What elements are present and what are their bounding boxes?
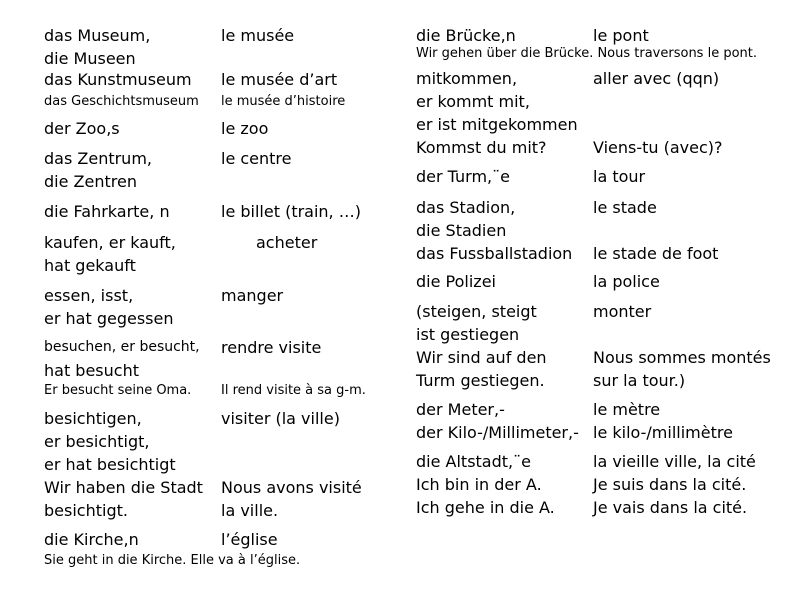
german-term: hat gekauft: [44, 256, 136, 275]
vocab-entry: [44, 68, 404, 91]
french-translation: l’église: [221, 530, 278, 549]
vocab-entry: [44, 336, 404, 382]
german-term: er besichtigt,: [44, 432, 150, 451]
german-term: die Altstadt,¨e: [416, 452, 531, 471]
french-translation: visiter (la ville): [221, 409, 340, 428]
vocab-entry: [44, 200, 404, 223]
german-term: essen, isst,: [44, 286, 134, 305]
german-term: der Turm,¨e: [416, 167, 510, 186]
french-translation: Nous sommes montés: [593, 348, 771, 367]
german-term: Wir haben die Stadt: [44, 478, 203, 497]
german-term: das Zentrum,: [44, 149, 152, 168]
vocab-line: [44, 231, 404, 254]
german-term: Wir gehen über die Brücke. Nous traversons le pont.: [416, 46, 758, 61]
french-translation: le pont: [593, 26, 649, 45]
german-term: Ich bin in der A.: [416, 475, 542, 494]
french-translation: sur la tour.): [593, 371, 686, 390]
vocab-line: [416, 369, 776, 392]
vocab-entry: [44, 407, 404, 522]
vocab-entry: [416, 196, 776, 265]
vocab-line: [44, 147, 404, 170]
french-translation: le musée: [221, 26, 295, 45]
french-translation: la tour: [593, 167, 646, 186]
vocab-line: [44, 453, 404, 476]
german-term: das Stadion,: [416, 198, 516, 217]
german-term: er kommt mit,: [416, 92, 530, 111]
german-term: (steigen, steigt: [416, 302, 537, 321]
german-term: hat besucht: [44, 361, 139, 380]
french-translation: le mètre: [593, 400, 661, 419]
french-translation: rendre visite: [221, 338, 322, 357]
vocab-entry: [44, 528, 404, 551]
vocab-entry: [416, 165, 776, 188]
german-term: Kommst du mit?: [416, 138, 547, 157]
german-term: das Museum,: [44, 26, 151, 45]
german-term: er ist mitgekommen: [416, 115, 578, 134]
german-term: Sie geht in die Kirche. Elle va à l’église.: [44, 553, 301, 568]
german-term: das Fussballstadion: [416, 244, 573, 263]
vocab-entry: [44, 147, 404, 193]
french-translation: le billet (train, …): [221, 202, 361, 221]
french-translation: le kilo-/millimètre: [593, 423, 733, 442]
vocab-line: [44, 117, 404, 140]
french-translation: acheter: [256, 233, 318, 252]
french-translation: manger: [221, 286, 284, 305]
vocab-entry: [44, 551, 404, 570]
french-translation: Il rend visite à sa g-m.: [221, 383, 366, 398]
vocab-line: [416, 196, 776, 219]
french-translation: monter: [593, 302, 652, 321]
vocab-line: [44, 381, 404, 400]
vocab-line: [416, 136, 776, 159]
french-translation: le stade: [593, 198, 657, 217]
vocab-line: [44, 359, 404, 382]
german-term: besichtigt.: [44, 501, 128, 520]
vocab-line: [416, 496, 776, 519]
german-term: Ich gehe in die A.: [416, 498, 555, 517]
french-translation: la police: [593, 272, 660, 291]
vocab-entry: [44, 24, 404, 70]
vocab-entry: [416, 398, 776, 444]
vocab-line: [416, 165, 776, 188]
vocab-line: [44, 24, 404, 47]
vocab-line: [416, 323, 776, 346]
german-term: das Geschichtsmuseum: [44, 94, 199, 109]
vocab-line: [416, 44, 776, 63]
vocab-line: [416, 421, 776, 444]
german-term: mitkommen,: [416, 69, 518, 88]
german-term: die Brücke,n: [416, 26, 516, 45]
german-term: ist gestiegen: [416, 325, 520, 344]
vocab-line: [44, 499, 404, 522]
vocab-entry: [416, 300, 776, 392]
vocab-line: [416, 242, 776, 265]
german-term: Wir sind auf den: [416, 348, 547, 367]
vocab-line: [44, 551, 404, 570]
vocab-line: [44, 430, 404, 453]
vocab-line: [44, 92, 404, 111]
german-term: die Kirche,n: [44, 530, 139, 549]
french-translation: le musée d’art: [221, 70, 338, 89]
french-translation: la ville.: [221, 501, 279, 520]
vocab-line: [44, 170, 404, 193]
french-translation: Je suis dans la cité.: [593, 475, 747, 494]
german-term: besuchen, er besucht,: [44, 339, 200, 355]
german-term: die Stadien: [416, 221, 507, 240]
german-term: er hat gegessen: [44, 309, 174, 328]
german-term: die Polizei: [416, 272, 496, 291]
french-translation: la vieille ville, la cité: [593, 452, 756, 471]
french-translation: Nous avons visité: [221, 478, 362, 497]
german-term: das Kunstmuseum: [44, 70, 192, 89]
vocab-line: [44, 307, 404, 330]
french-translation: Viens-tu (avec)?: [593, 138, 723, 157]
french-translation: le centre: [221, 149, 292, 168]
vocab-line: [44, 254, 404, 277]
german-term: die Fahrkarte, n: [44, 202, 170, 221]
german-term: der Kilo-/Millimeter,-: [416, 423, 579, 442]
french-translation: aller avec (qqn): [593, 69, 720, 88]
french-translation: Je vais dans la cité.: [593, 498, 748, 517]
vocab-line: [416, 398, 776, 421]
vocab-line: [44, 476, 404, 499]
vocab-entry: [416, 67, 776, 159]
vocab-line: [44, 528, 404, 551]
vocab-line: [44, 200, 404, 223]
french-translation: le musée d’histoire: [221, 94, 346, 109]
vocab-line: [416, 67, 776, 90]
vocab-line: [44, 284, 404, 307]
vocab-entry: [416, 270, 776, 293]
french-translation: le stade de foot: [593, 244, 719, 263]
german-term: Er besucht seine Oma.: [44, 383, 192, 398]
vocab-line: [416, 270, 776, 293]
vocab-line: [416, 90, 776, 113]
vocab-line: [416, 450, 776, 473]
vocab-entry: [416, 450, 776, 519]
german-term: die Zentren: [44, 172, 137, 191]
vocab-entry: [44, 284, 404, 330]
vocab-line: [416, 473, 776, 496]
vocab-entry: [416, 44, 776, 63]
german-term: der Meter,-: [416, 400, 505, 419]
german-term: kaufen, er kauft,: [44, 233, 176, 252]
french-translation: le zoo: [221, 119, 269, 138]
german-term: er hat besichtigt: [44, 455, 176, 474]
vocab-entry: [44, 92, 404, 111]
german-term: die Museen: [44, 49, 136, 68]
vocab-line: [44, 68, 404, 91]
vocab-line: [44, 407, 404, 430]
german-term: der Zoo,s: [44, 119, 120, 138]
vocab-line: [44, 336, 404, 359]
vocab-line: [416, 346, 776, 369]
vocab-entry: [44, 381, 404, 400]
vocab-line: [416, 113, 776, 136]
german-term: besichtigen,: [44, 409, 142, 428]
vocab-entry: [44, 117, 404, 140]
vocab-line: [44, 47, 404, 70]
vocab-line: [416, 300, 776, 323]
german-term: Turm gestiegen.: [416, 371, 545, 390]
vocab-entry: [44, 231, 404, 277]
vocab-line: [416, 219, 776, 242]
